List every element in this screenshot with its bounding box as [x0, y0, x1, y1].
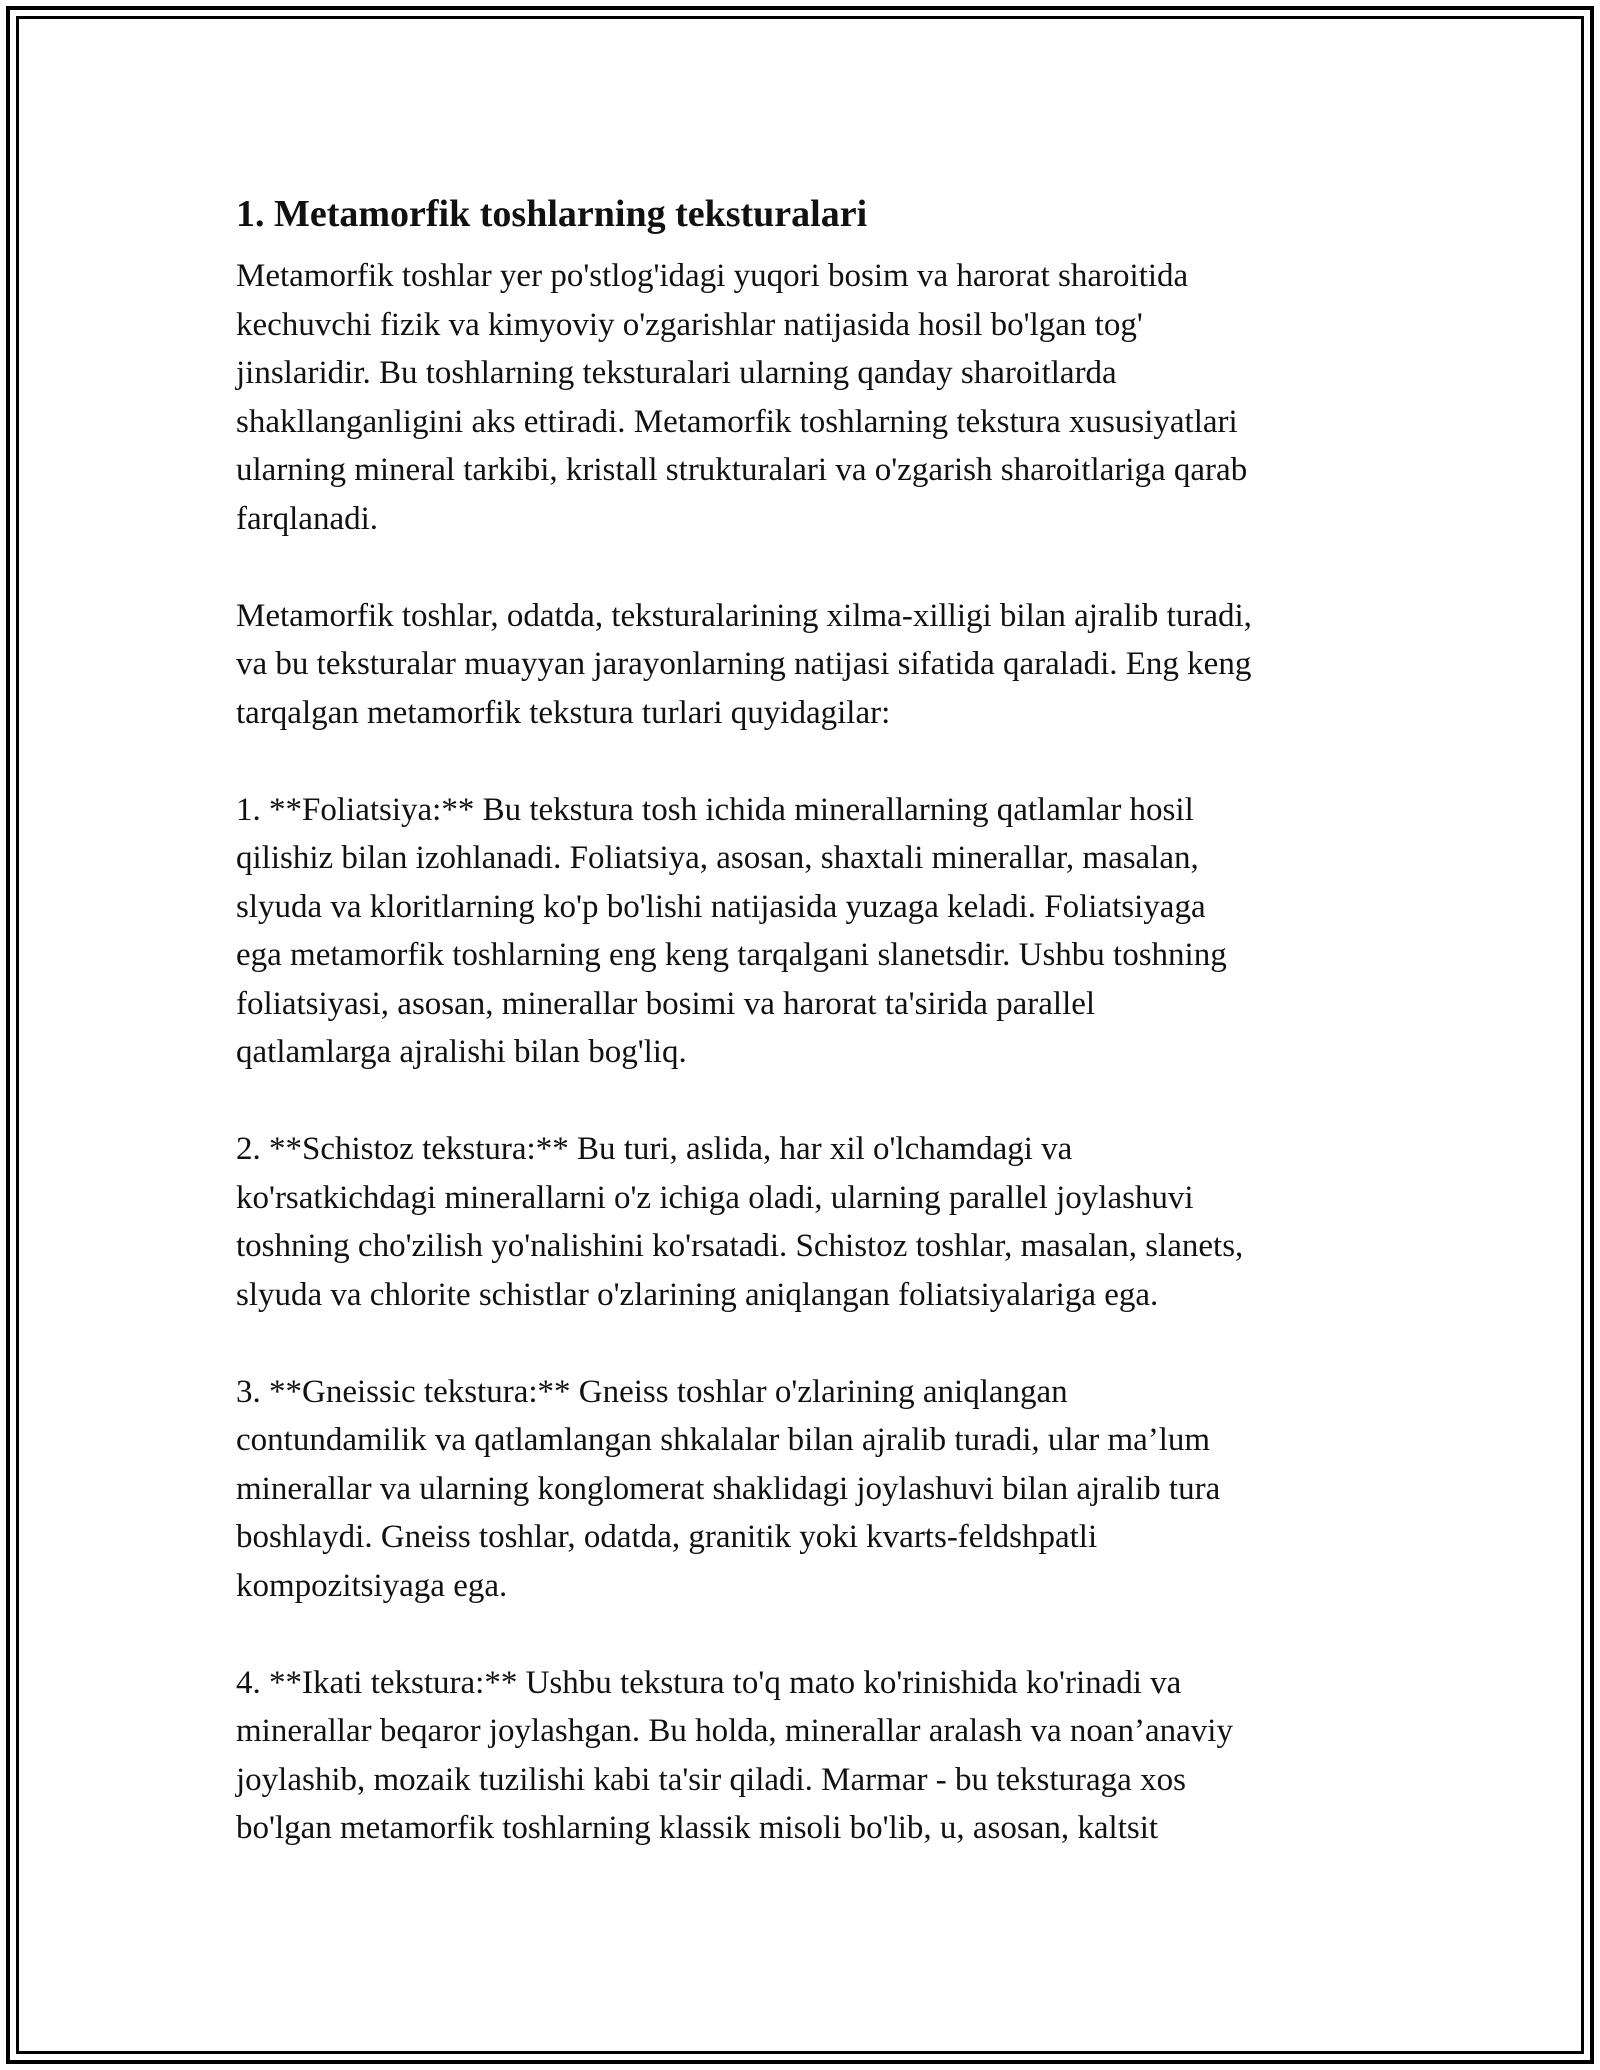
document-body	[236, 188, 1376, 1901]
paragraph-foliation: 1. **Foliatsiya:** Bu tekstura tosh ichida minerallarning qatlamlar hosil qilishiz bilan izohlanadi. Foliatsiya, asosan, shaxtali minerallar, masalan, slyuda va kloritlarning ko'p bo'lishi natijasida yuzaga keladi. Foliatsiyaga ega metamorfik toshlarning eng keng tarqalgani slanetsdir. Ushbu toshning foliatsiyasi, asosan, minerallar bosimi va harorat ta'sirida parallel qatlamlarga ajralishi bilan bog'liq.	[236, 791, 1227, 1070]
paragraph-overview: Metamorfik toshlar, odatda, teksturalarining xilma-xilligi bilan ajralib turadi, va bu teksturalar muayyan jarayonlarning natijasi sifatida qaraladi. Eng keng tarqalgan metamorfik tekstura turlari quyidagilar:	[236, 597, 1252, 731]
paragraph-schistose: 2. **Schistoz tekstura:** Bu turi, aslida, har xil o'lchamdagi va ko'rsatkichdagi minerallarni o'z ichiga oladi, ularning parallel joylashuvi toshning cho'zilish yo'nalishini ko'rsatadi. Schistoz toshlar, masalan, slanets, slyuda va chlorite schistlar o'zlarining aniqlangan foliatsiyalariga ega.	[236, 1131, 1244, 1313]
paragraph-intro: Metamorfik toshlar yer po'stlog'idagi yuqori bosim va harorat sharoitida kechuvchi fizik va kimyoviy o'zgarishlar natijasida hosil bo'lgan tog' jinslaridir. Bu toshlarning teksturalari ularning qanday sharoitlarda shakllanganligini aks ettiradi. Metamorfik toshlarning tekstura xususiyatlari ularning mineral tarkibi, kristall strukturalari va o'zgarish sharoitlariga qarab farqlanadi.	[236, 258, 1248, 537]
paragraph-gneissic: 3. **Gneissic tekstura:** Gneiss toshlar o'zlarining aniqlangan contundamilik va qatlamlangan shkalalar bilan ajralib turadi, ular ma’lum minerallar va ularning konglomerat shaklidagi joylashuvi bilan ajralib tura boshlaydi. Gneiss toshlar, odatda, granitik yoki kvarts-feldshpatli kompozitsiyaga ega.	[236, 1373, 1221, 1604]
section-heading: 1. Metamorfik toshlarning teksturalari	[236, 193, 868, 235]
paragraph-ikati: 4. **Ikati tekstura:** Ushbu tekstura to'q mato ko'rinishida ko'rinadi va minerallar beqaror joylashgan. Bu holda, minerallar aralash va noan’anaviy joylashib, mozaik tuzilishi kabi ta'sir qiladi. Marmar - bu teksturaga xos bo'lgan metamorfik toshlarning klassik misoli bo'lib, u, asosan, kaltsit	[236, 1664, 1233, 1846]
